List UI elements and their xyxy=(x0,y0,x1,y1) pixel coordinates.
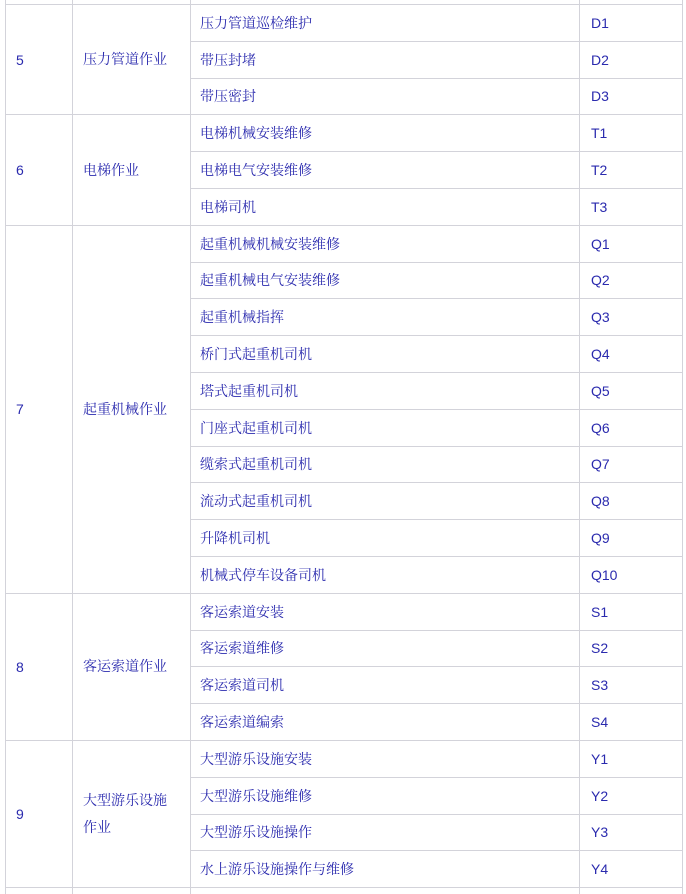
item-name: 客运索道编索 xyxy=(191,704,580,741)
item-name: 门座式起重机司机 xyxy=(191,409,580,446)
item-code: Y1 xyxy=(580,740,683,777)
group-number: 6 xyxy=(6,115,73,225)
table-row xyxy=(6,593,683,630)
group-category: 客运索道作业 xyxy=(73,593,191,740)
item-code: Q10 xyxy=(580,556,683,593)
item-name: 电梯司机 xyxy=(191,188,580,225)
item-name: 机械式停车设备司机 xyxy=(191,556,580,593)
item-name: 升降机司机 xyxy=(191,520,580,557)
item-name: 桥门式起重机司机 xyxy=(191,336,580,373)
item-name: 客运索道司机 xyxy=(191,667,580,704)
item-code: Q6 xyxy=(580,409,683,446)
item-name: 起重机械机械安装维修 xyxy=(191,225,580,262)
item-name: 大型游乐设施操作 xyxy=(191,814,580,851)
item-code: D2 xyxy=(580,41,683,78)
table-row xyxy=(6,740,683,777)
empty-cell xyxy=(580,888,683,894)
group-category: 电梯作业 xyxy=(73,115,191,225)
item-name: 流动式起重机司机 xyxy=(191,483,580,520)
group-number: 8 xyxy=(6,593,73,740)
item-code: S3 xyxy=(580,667,683,704)
item-code: Q9 xyxy=(580,520,683,557)
table-row xyxy=(6,5,683,42)
item-code: S2 xyxy=(580,630,683,667)
item-code: Y3 xyxy=(580,814,683,851)
item-code: T2 xyxy=(580,152,683,189)
item-code: Q7 xyxy=(580,446,683,483)
item-code: S1 xyxy=(580,593,683,630)
item-name: 大型游乐设施安装 xyxy=(191,740,580,777)
empty-cell xyxy=(191,888,580,894)
item-name: 水上游乐设施操作与维修 xyxy=(191,851,580,888)
item-name: 压力管道巡检维护 xyxy=(191,5,580,42)
item-code: D3 xyxy=(580,78,683,115)
group-category: 大型游乐设施作业 xyxy=(73,740,191,887)
item-code: Q3 xyxy=(580,299,683,336)
item-name: 电梯机械安装维修 xyxy=(191,115,580,152)
group-category: 起重机械作业 xyxy=(73,225,191,593)
item-name: 带压封堵 xyxy=(191,41,580,78)
table-row xyxy=(6,225,683,262)
item-code: Q4 xyxy=(580,336,683,373)
empty-cell xyxy=(73,888,191,894)
item-name: 客运索道安装 xyxy=(191,593,580,630)
special-equipment-operations-table xyxy=(5,0,683,894)
group-number: 7 xyxy=(6,225,73,593)
item-name: 缆索式起重机司机 xyxy=(191,446,580,483)
item-code: D1 xyxy=(580,5,683,42)
item-code: Q1 xyxy=(580,225,683,262)
item-code: Y4 xyxy=(580,851,683,888)
item-name: 大型游乐设施维修 xyxy=(191,777,580,814)
item-name: 客运索道维修 xyxy=(191,630,580,667)
item-code: T3 xyxy=(580,188,683,225)
item-code: Q2 xyxy=(580,262,683,299)
item-code: T1 xyxy=(580,115,683,152)
item-name: 起重机械电气安装维修 xyxy=(191,262,580,299)
partial-row-below xyxy=(6,888,683,894)
group-category: 压力管道作业 xyxy=(73,5,191,115)
item-code: Y2 xyxy=(580,777,683,814)
item-name: 电梯电气安装维修 xyxy=(191,152,580,189)
group-number: 5 xyxy=(6,5,73,115)
item-code: S4 xyxy=(580,704,683,741)
item-name: 塔式起重机司机 xyxy=(191,372,580,409)
item-name: 起重机械指挥 xyxy=(191,299,580,336)
item-code: Q8 xyxy=(580,483,683,520)
item-code: Q5 xyxy=(580,372,683,409)
empty-cell xyxy=(6,888,73,894)
table-body xyxy=(6,0,683,894)
table-row xyxy=(6,115,683,152)
group-number: 9 xyxy=(6,740,73,887)
item-name: 带压密封 xyxy=(191,78,580,115)
